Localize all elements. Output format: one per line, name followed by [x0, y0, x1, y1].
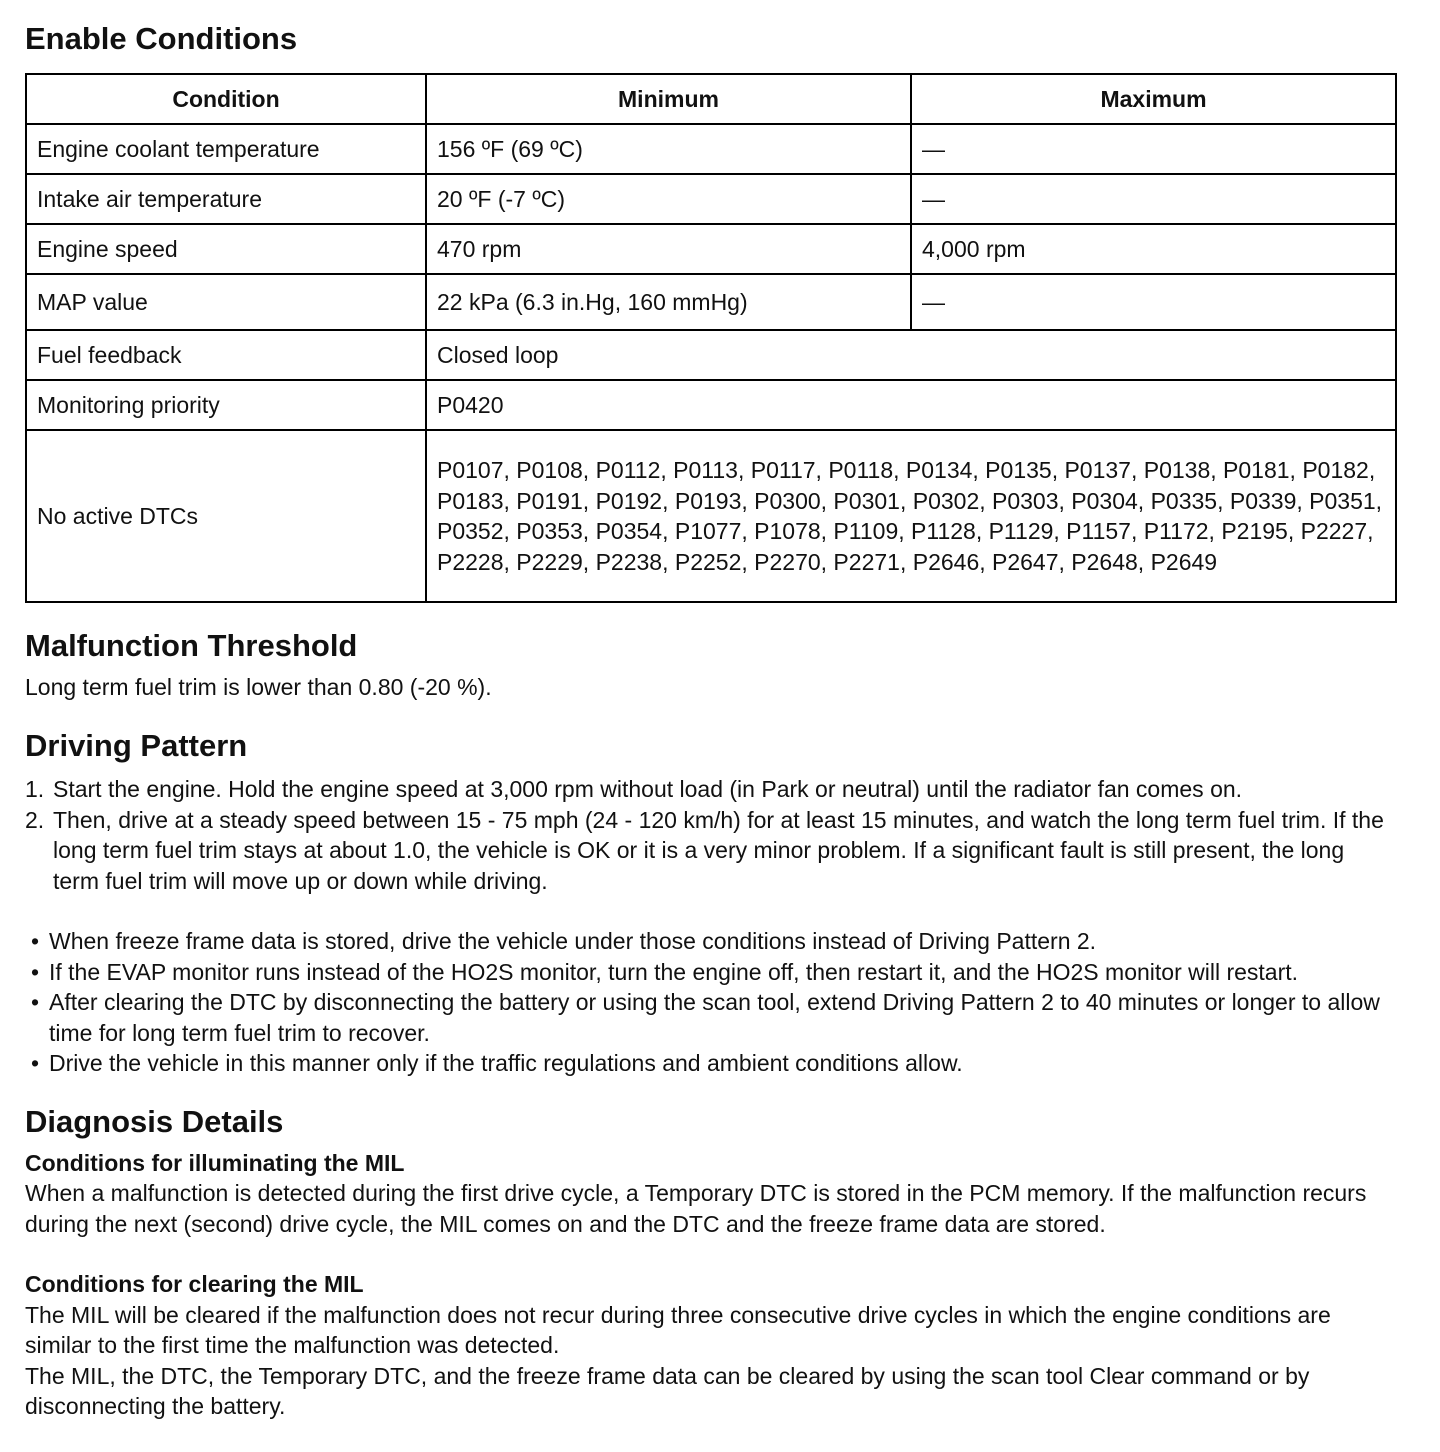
value-cell: Closed loop [426, 330, 1396, 380]
clearing-mil-text-1: The MIL will be cleared if the malfunction does not recur during three consecutive drive cycles in which the engine conditions are similar to the first time the malfunction was detected. [25, 1301, 1331, 1359]
driving-pattern-notes [25, 926, 1394, 1079]
maximum-cell: — [911, 174, 1396, 224]
maximum-cell: 4,000 rpm [911, 224, 1396, 274]
enable-conditions-table [25, 73, 1397, 603]
step-number: 1. [25, 776, 45, 803]
bullet-icon: • [31, 958, 40, 985]
value-cell: P0420 [426, 380, 1396, 430]
table-header-row [26, 74, 1396, 124]
list-item [25, 987, 1394, 1048]
table-row [26, 124, 1396, 174]
note-text: When freeze frame data is stored, drive the vehicle under those conditions instead of Driving Pattern 2. [49, 928, 1097, 955]
illuminating-mil-text: When a malfunction is detected during the first drive cycle, a Temporary DTC is stored in the PCM memory. If the malfunction recurs during the next (second) drive cycle, the MIL comes on and the DTC and the freeze frame data are stored. [25, 1180, 1367, 1237]
bullet-icon: • [31, 928, 40, 955]
table-row [26, 224, 1396, 274]
step-text: Then, drive at a steady speed between 15 - 75 mph (24 - 120 km/h) for at least 15 minutes, and watch the long term fuel trim. If the long term fuel trim stays at about 1.0, the vehicle is OK or it is a very minor problem. If a significant fault is still present, the long term fuel trim will move up or down while driving. [53, 806, 1384, 894]
illuminating-mil-title: Conditions for illuminating the MIL [25, 1149, 405, 1176]
clearing-mil-block [25, 1269, 1394, 1422]
diagnosis-details-section [25, 1103, 1394, 1422]
driving-pattern-heading: Driving Pattern [25, 727, 248, 763]
bullet-icon: • [31, 1050, 40, 1077]
condition-cell: Fuel feedback [26, 330, 426, 380]
condition-cell: No active DTCs [26, 430, 426, 602]
note-text: If the EVAP monitor runs instead of the HO2S monitor, turn the engine off, then restart it, and the HO2S monitor will restart. [49, 958, 1299, 985]
table-row [26, 330, 1396, 380]
malfunction-threshold-section [25, 627, 1394, 703]
minimum-cell: 470 rpm [426, 224, 911, 274]
note-text: Drive the vehicle in this manner only if the traffic regulations and ambient conditions allow. [49, 1050, 963, 1077]
table-row [26, 380, 1396, 430]
condition-cell: MAP value [26, 274, 426, 330]
header-maximum: Maximum [911, 74, 1396, 124]
header-minimum: Minimum [426, 74, 911, 124]
header-condition: Condition [26, 74, 426, 124]
minimum-cell: 22 kPa (6.3 in.Hg, 160 mmHg) [426, 274, 911, 330]
minimum-cell: 20 ºF (-7 ºC) [426, 174, 911, 224]
dtc-list-cell: P0107, P0108, P0112, P0113, P0117, P0118, P0134, P0135, P0137, P0138, P0181, P0182, P0183, P0191, P0192, P0193, P0300, P0301, P0302, P0303, P0304, P0335, P0339, P0351, P0352, P0353, P0354, P1077, P1078, P1109, P1128, P1129, P1157, P1172, P2195, P2227, P2228, P2229, P2238, P2252, P2270, P2271, P2646, P2647, P2648, P2649 [426, 430, 1396, 602]
step-number: 2. [25, 806, 45, 833]
condition-cell: Monitoring priority [26, 380, 426, 430]
maximum-cell: — [911, 124, 1396, 174]
table-row [26, 430, 1396, 602]
minimum-cell: 156 ºF (69 ºC) [426, 124, 911, 174]
malfunction-threshold-heading: Malfunction Threshold [25, 628, 358, 664]
table-row [26, 174, 1396, 224]
condition-cell: Engine coolant temperature [26, 124, 426, 174]
clearing-mil-text-2: The MIL, the DTC, the Temporary DTC, and the freeze frame data can be cleared by using the scan tool Clear command or by disconnecting the battery. [25, 1362, 1310, 1420]
list-item [25, 1048, 1394, 1079]
list-item [25, 774, 1394, 805]
driving-pattern-section [25, 727, 1394, 1079]
condition-cell: Engine speed [26, 224, 426, 274]
illuminating-mil-block [25, 1148, 1394, 1240]
list-item [25, 926, 1394, 957]
condition-cell: Intake air temperature [26, 174, 426, 224]
malfunction-threshold-text: Long term fuel trim is lower than 0.80 (-20 %). [25, 674, 492, 701]
bullet-icon: • [31, 989, 40, 1016]
note-text: After clearing the DTC by disconnecting the battery or using the scan tool, extend Driving Pattern 2 to 40 minutes or longer to allow time for long term fuel trim to recover. [49, 989, 1380, 1046]
list-item [25, 957, 1394, 988]
clearing-mil-title: Conditions for clearing the MIL [25, 1271, 364, 1298]
list-item [25, 805, 1394, 897]
diagnosis-details-heading: Diagnosis Details [25, 1103, 284, 1139]
maximum-cell: — [911, 274, 1396, 330]
step-text: Start the engine. Hold the engine speed at 3,000 rpm without load (in Park or neutral) until the radiator fan comes on. [53, 776, 1243, 803]
driving-pattern-steps [25, 774, 1394, 896]
enable-conditions-heading: Enable Conditions [25, 21, 298, 56]
table-row [26, 274, 1396, 330]
